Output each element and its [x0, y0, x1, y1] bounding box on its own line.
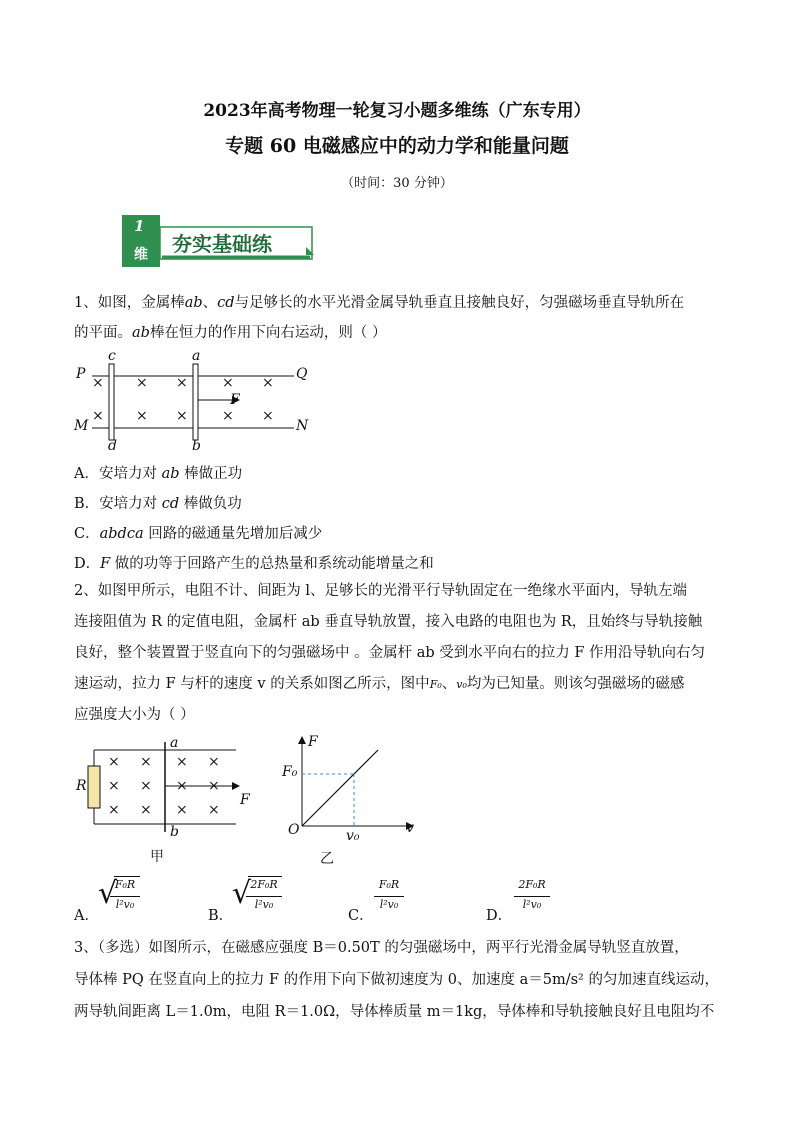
- section-banner: [120, 213, 320, 269]
- q1-label-Q: Q: [296, 366, 308, 382]
- fraction-numerator: F₀R: [378, 878, 400, 891]
- q1-number: 1、: [74, 295, 98, 311]
- q1-sep: 、: [202, 295, 218, 311]
- field-cross: ×: [262, 375, 274, 391]
- field-cross: ×: [176, 408, 188, 424]
- q2-number: 2、: [74, 583, 98, 599]
- field-cross: ×: [136, 408, 148, 424]
- doc-title: 2023年高考物理一轮复习小题多维练（广东专用）: [203, 101, 591, 121]
- q1-label-c: c: [108, 348, 116, 364]
- q2-label-R: R: [76, 778, 87, 794]
- option-var: F: [100, 556, 111, 572]
- option-key: D．: [74, 556, 101, 572]
- option-text: 回路的磁通量先增加后减少: [143, 526, 323, 542]
- doc-subtitle: 专题 60 电磁感应中的动力学和能量问题: [225, 135, 569, 157]
- field-cross: ×: [140, 754, 152, 770]
- q2-option-b[interactable]: [208, 874, 298, 924]
- fraction-numerator: F₀R: [114, 878, 136, 891]
- q3-number: 3、: [74, 940, 98, 956]
- banner-badge-bottom: 维: [134, 247, 148, 263]
- banner-badge-top: 1: [134, 217, 145, 235]
- q2-line4e: 均为已知量。则该匀强磁场的磁感: [466, 676, 685, 692]
- question-2-text: [74, 576, 734, 731]
- option-key: B．: [208, 908, 234, 924]
- fraction-line: [374, 896, 404, 897]
- q1-label-d: d: [108, 438, 117, 454]
- fraction-denominator: l²v₀: [522, 898, 542, 911]
- q2-axis-F: F: [308, 734, 318, 750]
- q2-label-a: a: [170, 735, 179, 751]
- q2-line4a: 速运动，拉力 F 与杆的速度 v 的关系如图乙所示，图中: [74, 676, 430, 692]
- q1-option-b[interactable]: [74, 492, 242, 513]
- field-cross: ×: [140, 778, 152, 794]
- option-key: C．: [348, 908, 374, 924]
- q2-line3: 良好，整个装置置于竖直向下的匀强磁场中 。金属杆 ab 受到水平向右的拉力 F 作用沿导轨向右匀: [74, 645, 706, 661]
- option-var: ab: [161, 466, 180, 482]
- q1-label-b: b: [192, 438, 201, 454]
- field-cross: ×: [140, 802, 152, 818]
- field-cross: ×: [222, 375, 234, 391]
- q2-figure-jia: [72, 735, 262, 868]
- q1-label-N: N: [296, 418, 309, 434]
- field-cross: ×: [208, 778, 220, 794]
- fraction-denominator: l²v₀: [379, 898, 399, 911]
- field-cross: ×: [222, 408, 234, 424]
- q2-v0: v₀: [456, 678, 467, 691]
- q2-label-F0: F₀: [282, 764, 298, 780]
- q2-line1: 如图甲所示，电阻不计、间距为 l、足够长的光滑平行导轨固定在一绝缘水平面内，导轨左端: [97, 583, 687, 599]
- q2-axis-v: v: [406, 820, 414, 836]
- question-3-text: [74, 932, 734, 1028]
- option-key: C．: [74, 526, 100, 542]
- q1-line2b: 棒在恒力的作用下向右运动，则（ ）: [149, 325, 387, 341]
- field-cross: ×: [136, 375, 148, 391]
- field-cross: ×: [176, 802, 188, 818]
- option-key: D．: [486, 908, 513, 924]
- field-cross: ×: [208, 754, 220, 770]
- option-var: cd: [161, 496, 180, 512]
- field-cross: ×: [176, 375, 188, 391]
- q3-line1: （多选）如图所示，在磁感应强度 B＝0.50T 的匀强磁场中，两平行光滑金属导轨竖直放置，: [97, 940, 689, 956]
- q2-option-d[interactable]: [486, 874, 566, 924]
- q1-cd: cd: [217, 295, 235, 311]
- q2-caption-yi: 乙: [320, 851, 334, 867]
- q2-F0: F₀: [429, 678, 442, 691]
- q2-line5: 应强度大小为（ ）: [74, 707, 195, 723]
- fraction-line: [110, 896, 140, 897]
- q2-line4c: 、: [441, 676, 457, 692]
- q2-caption-jia: 甲: [150, 849, 164, 865]
- q1-option-c[interactable]: [74, 522, 322, 543]
- option-text: 棒做正功: [179, 466, 243, 482]
- q2-label-v0: v₀: [346, 828, 360, 844]
- q2-label-F: F: [240, 792, 250, 808]
- fraction-denominator: l²v₀: [115, 898, 135, 911]
- field-cross: ×: [92, 375, 104, 391]
- sqrt-sign: √: [98, 876, 118, 911]
- q1-pre: 如图，金属棒: [97, 295, 185, 311]
- field-cross: ×: [108, 754, 120, 770]
- q1-line2a: 的平面。: [74, 325, 132, 341]
- q1-figure: [72, 348, 322, 456]
- q1-option-d[interactable]: [74, 552, 434, 573]
- sqrt-bar: [114, 876, 140, 877]
- sqrt-sign: √: [232, 876, 252, 911]
- fraction-numerator: 2F₀R: [250, 878, 278, 891]
- option-text: 安培力对: [98, 466, 162, 482]
- q1-ab: ab: [184, 295, 203, 311]
- option-text: 做的功等于回路产生的总热量和系统动能增量之和: [110, 556, 434, 572]
- fraction-line: [246, 896, 282, 897]
- field-cross: ×: [262, 408, 274, 424]
- q2-option-a[interactable]: [74, 874, 164, 924]
- q1-label-a: a: [192, 348, 201, 364]
- field-cross: ×: [176, 754, 188, 770]
- q1-label-F: F: [230, 392, 240, 408]
- field-cross: ×: [92, 408, 104, 424]
- field-cross: ×: [108, 778, 120, 794]
- option-var: abdca: [99, 526, 144, 542]
- field-cross: ×: [208, 802, 220, 818]
- time-limit: （时间：30 分钟）: [341, 176, 453, 191]
- option-key: A．: [74, 466, 99, 482]
- q2-label-b: b: [170, 824, 179, 840]
- banner-text: 夯实基础练: [172, 232, 272, 256]
- field-cross: ×: [108, 802, 120, 818]
- q1-ab-2: ab: [132, 325, 150, 341]
- field-cross: ×: [176, 778, 188, 794]
- option-key: B．: [74, 496, 100, 512]
- q2-line2: 连接阻值为 R 的定值电阻，金属杆 ab 垂直导轨放置，接入电路的电阻也为 R，且始终与导轨接触: [74, 614, 703, 630]
- q2-label-O: O: [288, 822, 300, 838]
- q1-label-M: M: [74, 418, 89, 434]
- option-text: 安培力对: [99, 496, 162, 512]
- q3-line3: 两导轨间距离 L＝1.0m，电阻 R＝1.0Ω，导体棒质量 m＝1kg，导体棒和导轨接触良好且电阻均不: [74, 1004, 715, 1020]
- fraction-numerator: 2F₀R: [518, 878, 546, 891]
- q2-figure-yi: [282, 734, 422, 868]
- sqrt-bar: [248, 876, 282, 877]
- q3-line2: 导体棒 PQ 在竖直向上的拉力 F 的作用下向下做初速度为 0、加速度 a＝5m/s² 的匀加速直线运动，: [74, 972, 719, 988]
- option-text: 棒做负功: [179, 496, 242, 512]
- q2-option-c[interactable]: [348, 874, 428, 924]
- fraction-denominator: l²v₀: [254, 898, 274, 911]
- q1-label-P: P: [76, 366, 86, 382]
- fraction-line: [514, 896, 550, 897]
- q1-option-a[interactable]: [74, 462, 242, 483]
- option-key: A．: [74, 908, 99, 924]
- q1-mid: 与足够长的水平光滑金属导轨垂直且接触良好，匀强磁场垂直导轨所在: [234, 295, 685, 311]
- question-1-text: [74, 288, 734, 348]
